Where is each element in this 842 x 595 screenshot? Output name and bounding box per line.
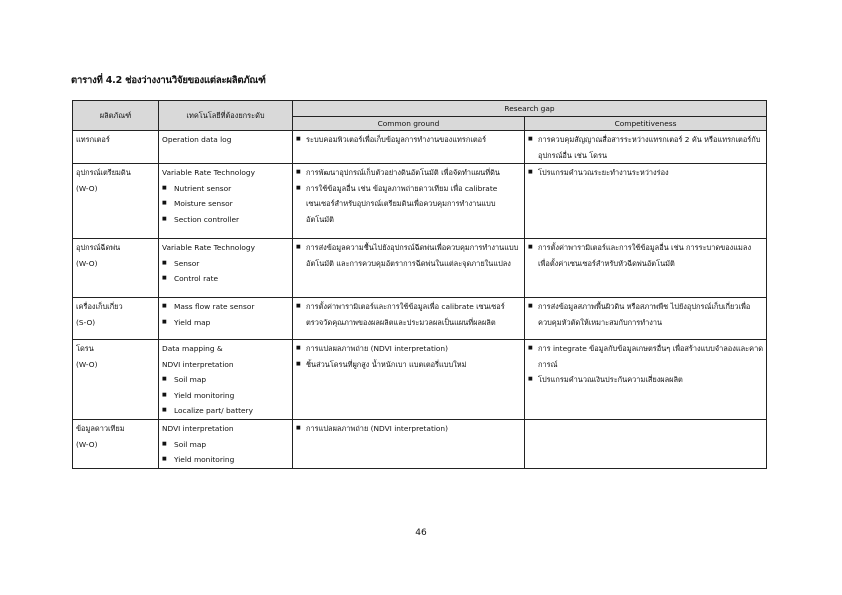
gap-item: ■ ชิ้นส่วนโดรนที่ผูกสูง น้ำหนักเบา แบตเตอรี่แบบใหม่ (296, 357, 521, 373)
product-name: โดรน (76, 344, 94, 353)
tech-list (162, 372, 289, 419)
header-research-gap: Research gap (293, 101, 767, 117)
table-row (73, 420, 767, 469)
competitiveness-cell-list (528, 299, 763, 330)
competitiveness-cell (525, 131, 767, 164)
common-ground-cell (293, 420, 525, 469)
tech-item: ■ Control rate (162, 271, 289, 287)
common-ground-cell (293, 298, 525, 340)
gap-item: ■ การแปลผลภาพถ่าย (NDVI interpretation) (296, 421, 521, 437)
gap-item: ■ การตั้งค่าพารามิเตอร์และการใช้ข้อมูลเพื่อ calibrate เซนเซอร์ตรวจวัดคุณภาพของผลผลิตและประมวลผลเป็นแผนที่ผลผลิต (296, 299, 521, 330)
competitiveness-cell (525, 164, 767, 239)
product-code: (W-O) (76, 258, 98, 268)
product-name: อุปกรณ์เตรียมดิน (76, 168, 131, 177)
tech-lead-line2: NDVI interpretation (162, 359, 234, 369)
common-ground-cell-list (296, 341, 521, 372)
gap-item: ■ การตั้งค่าพารามิเตอร์และการใช้ข้อมูลอื่น เช่น การระบาดของแมลง เพื่อตั้งค่าเซนเซอร์สำหรับหัวฉีดพ่นอัตโนมัติ (528, 240, 763, 271)
competitiveness-cell-list (528, 240, 763, 271)
competitiveness-cell (525, 340, 767, 420)
competitiveness-cell-list (528, 165, 763, 181)
table-row (73, 340, 767, 420)
header-common-ground: Common ground (293, 117, 525, 131)
common-ground-cell-list (296, 299, 521, 330)
tech-list (162, 256, 289, 287)
common-ground-cell-list (296, 240, 521, 271)
table-row (73, 239, 767, 298)
tech-list (162, 299, 289, 330)
table-caption: ตารางที่ 4.2 ช่องว่างงานวิจัยของแต่ละผลิตภัณฑ์ (71, 75, 266, 86)
tech-list (162, 181, 289, 228)
tech-list (162, 437, 289, 468)
product-code: (S-O) (76, 317, 96, 327)
tech-item: ■ Yield map (162, 315, 289, 331)
tech-cell (159, 131, 293, 164)
common-ground-cell (293, 164, 525, 239)
table-row (73, 164, 767, 239)
tech-cell (159, 298, 293, 340)
tech-cell (159, 239, 293, 298)
tech-item: ■ Localize part/ battery (162, 403, 289, 419)
tech-item: ■ Moisture sensor (162, 196, 289, 212)
product-cell (73, 239, 159, 298)
product-cell (73, 131, 159, 164)
tech-cell (159, 164, 293, 239)
common-ground-cell (293, 239, 525, 298)
product-code: (W-O) (76, 439, 98, 449)
tech-item: ■ Mass flow rate sensor (162, 299, 289, 315)
tech-lead: Operation data log (162, 135, 232, 144)
common-ground-cell (293, 131, 525, 164)
common-ground-cell-list (296, 132, 521, 148)
tech-item: ■ Sensor (162, 256, 289, 272)
competitiveness-cell (525, 239, 767, 298)
common-ground-cell (293, 340, 525, 420)
tech-lead: Data mapping & (162, 344, 223, 353)
gap-item: ■ โปรแกรมคำนวณระยะทำงานระหว่างร่อง (528, 165, 763, 181)
product-code: (W-O) (76, 359, 98, 369)
product-name: แทรกเตอร์ (76, 135, 110, 144)
header-competitiveness: Competitiveness (525, 117, 767, 131)
table-row (73, 131, 767, 164)
header-tech: เทคโนโลยีที่ต้องยกระดับ (159, 101, 293, 131)
tech-lead: NDVI interpretation (162, 424, 234, 433)
tech-cell (159, 340, 293, 420)
competitiveness-cell (525, 298, 767, 340)
product-cell (73, 340, 159, 420)
tech-item: ■ Yield monitoring (162, 452, 289, 468)
gap-item: ■ การส่งข้อมูลสภาพพื้นผิวดิน หรือสภาพพืช ไปยังอุปกรณ์เก็บเกี่ยวเพื่อควบคุมหัวตัดให้เหมาะสมกับการทำงาน (528, 299, 763, 330)
product-cell (73, 420, 159, 469)
product-cell (73, 164, 159, 239)
gap-item: ■ การส่งข้อมูลความชื้นไปยังอุปกรณ์ฉีดพ่นเพื่อควบคุมการทำงานแบบอัตโนมัติ และการควบคุมอัตราการฉีดพ่นในแต่ละจุดภายในแปลง (296, 240, 521, 271)
tech-cell (159, 420, 293, 469)
tech-lead: Variable Rate Technology (162, 243, 255, 252)
gap-item: ■ การใช้ข้อมูลอื่น เช่น ข้อมูลภาพถ่ายดาวเทียม เพื่อ calibrate เซนเซอร์สำหรับอุปกรณ์เตรียมดินเพื่อควบคุมการทำงานแบบอัตโนมัติ (296, 181, 521, 228)
page-number: 46 (415, 528, 427, 538)
gap-item: ■ การแปลผลภาพถ่าย (NDVI interpretation) (296, 341, 521, 357)
product-code: (W-O) (76, 183, 98, 193)
product-name: ข้อมูลดาวเทียม (76, 424, 125, 433)
tech-lead: Variable Rate Technology (162, 168, 255, 177)
product-cell (73, 298, 159, 340)
gap-item: ■ การ integrate ข้อมูลกับข้อมูลเกษตรอื่นๆ เพื่อสร้างแบบจำลองและคาดการณ์ (528, 341, 763, 372)
gap-item: ■ การพัฒนาอุปกรณ์เก็บตัวอย่างดินอัตโนมัติ เพื่อจัดทำแผนที่ดิน (296, 165, 521, 181)
research-gap-table (72, 100, 767, 469)
tech-item: ■ Soil map (162, 437, 289, 453)
tech-item: ■ Nutrient sensor (162, 181, 289, 197)
tech-item: ■ Yield monitoring (162, 388, 289, 404)
common-ground-cell-list (296, 165, 521, 227)
header-product: ผลิตภัณฑ์ (73, 101, 159, 131)
gap-item: ■ การควบคุมสัญญาณสื่อสารระหว่างแทรกเตอร์ 2 คัน หรือแทรกเตอร์กับอุปกรณ์อื่น เช่น โดรน (528, 132, 763, 163)
table-row (73, 298, 767, 340)
product-name: อุปกรณ์ฉีดพ่น (76, 243, 121, 252)
gap-item: ■ โปรแกรมคำนวณเงินประกันความเสี่ยงผลผลิต (528, 372, 763, 388)
product-name: เครื่องเก็บเกี่ยว (76, 302, 123, 311)
competitiveness-cell-list (528, 341, 763, 388)
competitiveness-cell (525, 420, 767, 469)
tech-item: ■ Section controller (162, 212, 289, 228)
tech-item: ■ Soil map (162, 372, 289, 388)
competitiveness-cell-list (528, 132, 763, 163)
gap-item: ■ ระบบคอมพิวเตอร์เพื่อเก็บข้อมูลการทำงานของแทรกเตอร์ (296, 132, 521, 148)
common-ground-cell-list (296, 421, 521, 437)
